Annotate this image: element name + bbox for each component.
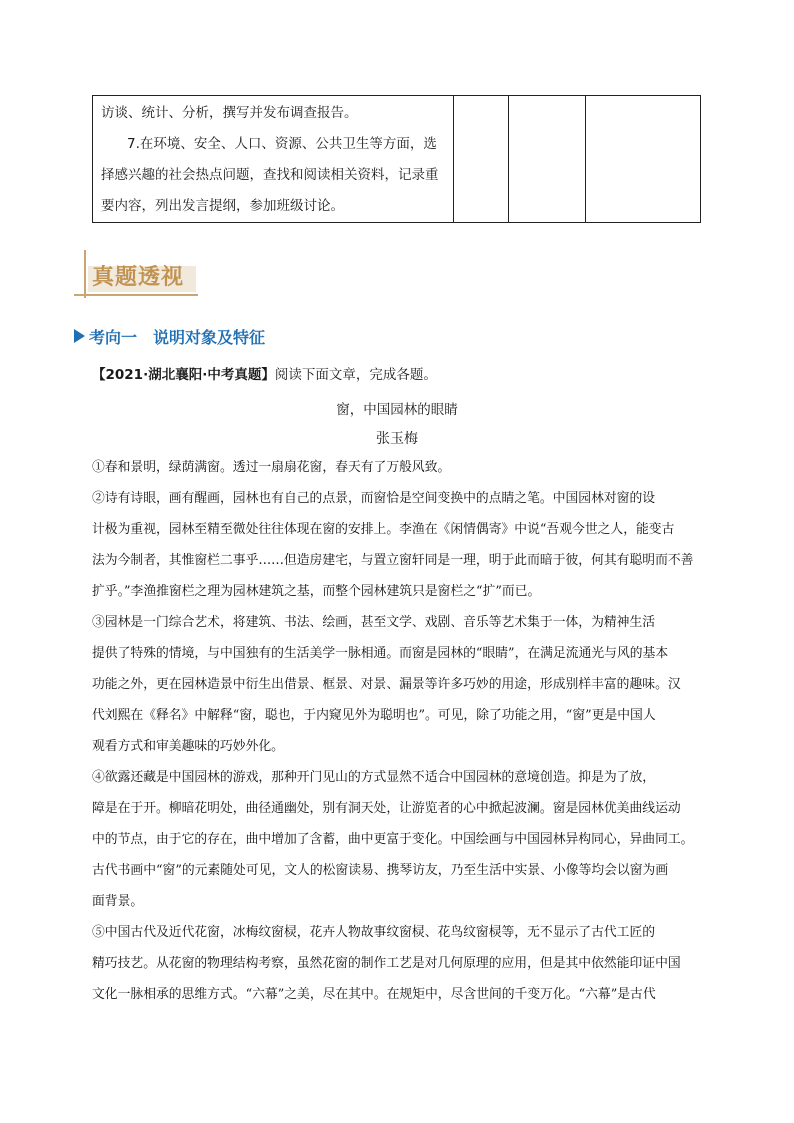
article-body xyxy=(92,452,706,1010)
article-line: 文化一脉相承的思维方式。“六幕”之美，尽在其中。在规矩中，尽含世间的千变万化。“六幕”是古代 xyxy=(92,987,656,1002)
article-author: 张玉梅 xyxy=(376,431,418,447)
table-line: 择感兴趣的社会热点问题，查找和阅读相关资料，记录重 xyxy=(101,167,439,183)
table-line: 要内容，列出发言提纲，参加班级讨论。 xyxy=(101,198,344,214)
heading-horizontal-rule xyxy=(74,294,198,296)
subsection-title: 考向一 说明对象及特征 xyxy=(89,327,266,347)
table-line: 7.在环境、安全、人口、资源、公共卫生等方面，选 xyxy=(127,136,437,152)
article-line: 古代书画中“窗”的元素随处可见，文人的松窗读易、携琴访友，乃至生活中实景、小像等均会以窗为画 xyxy=(92,863,669,878)
article-line: ④欲露还藏是中国园林的游戏，那种开门见山的方式显然不适合中国园林的意境创造。抑是为了放， xyxy=(92,770,656,785)
table-empty-cell xyxy=(586,96,701,223)
table-line: 访谈、统计、分析，撰写并发布调查报告。 xyxy=(101,105,358,121)
article-line: 精巧技艺。从花窗的物理结构考察，虽然花窗的制作工艺是对几何原理的应用，但是其中依然能印证中国 xyxy=(92,956,681,971)
question-source: 【2021·湖北襄阳·中考真题】 xyxy=(92,367,275,383)
article-line: 法为今制者，其惟窗栏二事乎……但造房建宅，与置立窗轩同是一理，明于此而暗于彼，何其有聪明而不善 xyxy=(92,553,694,568)
table-empty-cell xyxy=(509,96,586,223)
article-line: ③园林是一门综合艺术，将建筑、书法、绘画，甚至文学、戏剧、音乐等艺术集于一体，为精神生活 xyxy=(92,615,656,630)
article-line: ⑤中国古代及近代花窗，冰梅纹窗棂，花卉人物故事纹窗棂、花鸟纹窗棂等，无不显示了古代工匠的 xyxy=(92,925,656,940)
question-intro xyxy=(92,363,437,383)
subsection-heading xyxy=(74,323,265,349)
article-line: 观看方式和审美趣味的巧妙外化。 xyxy=(92,739,284,754)
article-line: 代刘熙在《释名》中解释“窗，聪也，于内窥见外为聪明也”。可见，除了功能之用，“窗”更是中国人 xyxy=(92,708,656,723)
article-line: 扩乎。”李渔推窗栏之理为园林建筑之基，而整个园林建筑只是窗栏之“扩”而已。 xyxy=(92,584,541,599)
table-empty-cell xyxy=(454,96,509,223)
article-line: 面背景。 xyxy=(92,894,144,909)
heading-vertical-rule xyxy=(84,250,86,298)
article-line: ②诗有诗眼，画有醒画，园林也有自己的点景，而窗恰是空间变换中的点睛之笔。中国园林对窗的设 xyxy=(92,491,656,506)
article-line: 功能之外，更在园林造景中衍生出借景、框景、对景、漏景等许多巧妙的用途，形成别样丰富的趣味。汉 xyxy=(92,677,681,692)
article-title: 窗，中国园林的眼睛 xyxy=(336,402,458,418)
article-line: ①春和景明，绿荫满窗。透过一扇扇花窗，春天有了万般风致。 xyxy=(92,460,451,475)
curriculum-table xyxy=(92,95,701,223)
triangle-bullet-icon xyxy=(74,329,85,343)
article-line: 中的节点，由于它的存在，曲中增加了含蓄，曲中更富于变化。中国绘画与中国园林异构同心，异曲同工。 xyxy=(92,832,694,847)
table-content-cell xyxy=(93,96,454,223)
question-instruction: 阅读下面文章，完成各题。 xyxy=(274,367,437,383)
section-heading xyxy=(74,250,204,300)
section-title: 真题透视 xyxy=(92,265,185,290)
article-line: 提供了特殊的情境，与中国独有的生活美学一脉相通。而窗是园林的“眼睛”，在满足流通光与风的基本 xyxy=(92,646,669,661)
article-line: 障是在于开。柳暗花明处，曲径通幽处，别有洞天处，让游览者的心中掀起波澜。窗是园林优美曲线运动 xyxy=(92,801,681,816)
article-line: 计极为重视，园林至精至微处往往体现在窗的安排上。李渔在《闲情偶寄》中说“吾观今世之人，能变古 xyxy=(92,522,675,537)
